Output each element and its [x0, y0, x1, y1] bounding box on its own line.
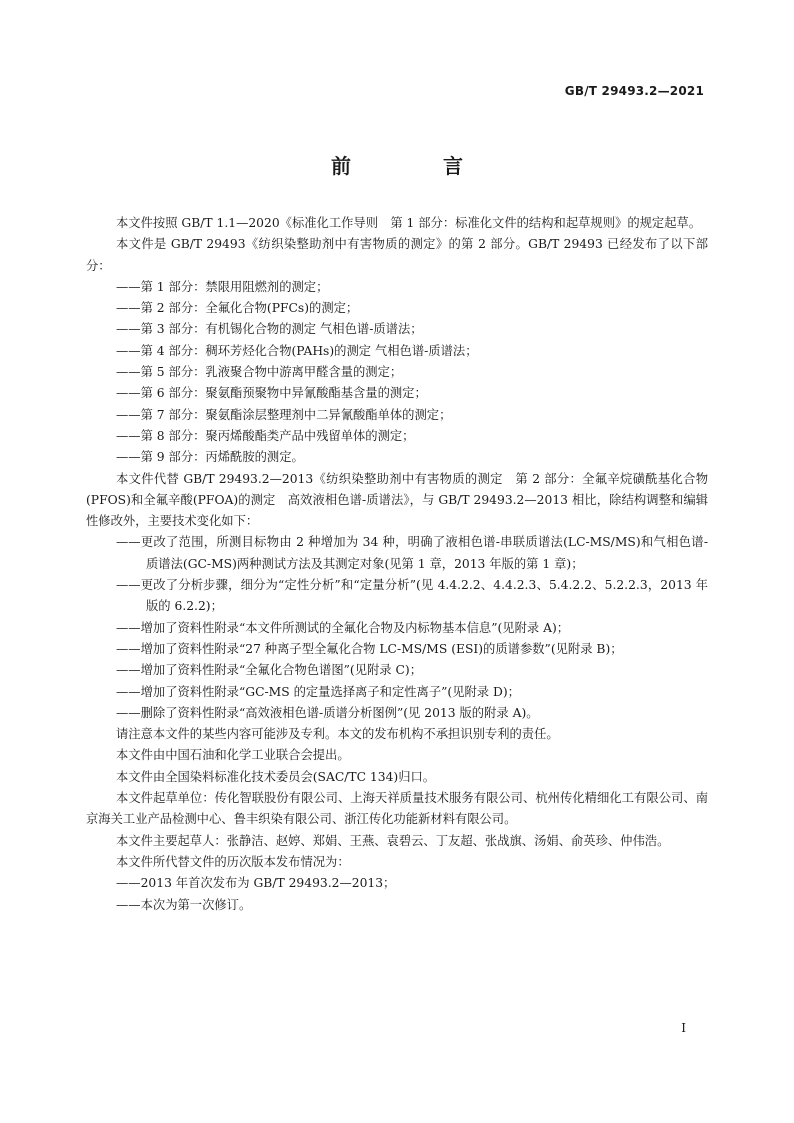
- list-item: ——第 5 部分：乳液聚合物中游离甲醛含量的测定；: [116, 365, 403, 380]
- list-item: ——增加了资料性附录“全氟化合物色谱图”(见附录 C)；: [116, 663, 423, 678]
- list-item: ——增加了资料性附录“本文件所测试的全氟化合物及内标物基本信息”(见附录 A)；: [116, 620, 570, 635]
- paragraph: 本文件由中国石油和化学工业联合会提出。: [116, 748, 350, 763]
- list-item: ——增加了资料性附录“GC-MS 的定量选择离子和定性离子”(见附录 D)；: [116, 684, 520, 699]
- list-item: ——删除了资料性附录“高效液相色谱-质谱分析图例”(见 2013 版的附录 A)。: [116, 705, 539, 720]
- list-item: ——第 7 部分：聚氨酯涂层整理剂中二异氰酸酯单体的测定；: [116, 407, 452, 422]
- paragraph: 本文件代替 GB/T 29493.2—2013《纺织染整助剂中有害物质的测定 第 2 部分：全氟辛烷磺酰基化合物(PFOS)和全氟辛酸(PFOA)的测定 高效液相色谱-质谱法》，与 GB/T 29493.2—2013 相比，除结构调整和编辑性修改外，主要技术变化如下：: [86, 471, 708, 529]
- paragraph: 本文件按照 GB/T 1.1—2020《标准化工作导则 第 1 部分：标准化文件的结构和起草规则》的规定起草。: [116, 216, 702, 230]
- list-item: ——第 3 部分：有机锡化合物的测定 气相色谱-质谱法；: [116, 322, 423, 337]
- standard-code: GB/T 29493.2—2021: [564, 84, 704, 98]
- list-item: ——第 6 部分：聚氨酯预聚物中异氰酸酯基含量的测定；: [116, 386, 427, 401]
- list-item: ——2013 年首次发布为 GB/T 29493.2—2013；: [116, 876, 396, 891]
- paragraph: 本文件主要起草人：张静洁、赵婷、郑娟、王燕、袁碧云、丁友超、张战旗、汤娟、俞英珍、仲伟浩。: [116, 833, 670, 848]
- paragraph: 请注意本文件的某些内容可能涉及专利。本文的发布机构不承担识别专利的责任。: [116, 727, 559, 742]
- preface-body: [86, 213, 708, 916]
- list-item: ——本次为第一次修订。: [116, 897, 252, 912]
- paragraph: 本文件起草单位：传化智联股份有限公司、上海天祥质量技术服务有限公司、杭州传化精细化工有限公司、南京海关工业产品检测中心、鲁丰织染有限公司、浙江传化功能新材料有限公司。: [86, 791, 708, 827]
- list-item: ——更改了范围，所测目标物由 2 种增加为 34 种，明确了液相色谱-串联质谱法(LC-MS/MS)和气相色谱-质谱法(GC-MS)两种测试方法及其测定对象(见第 1 章，2013 年版的第 1 章)；: [116, 535, 708, 571]
- list-item: ——第 8 部分：聚丙烯酸酯类产品中残留单体的测定；: [116, 428, 415, 443]
- list-item: ——第 4 部分：稠环芳烃化合物(PAHs)的测定 气相色谱-质谱法；: [116, 343, 478, 358]
- page-number: I: [681, 1021, 686, 1035]
- paragraph: 本文件是 GB/T 29493《纺织染整助剂中有害物质的测定》的第 2 部分。GB/T 29493 已经发布了以下部分：: [86, 237, 708, 273]
- list-item: ——更改了分析步骤，细分为“定性分析”和“定量分析”(见 4.4.2.2、4.4.2.3、5.4.2.2、5.2.2.3，2013 年版的 6.2.2)；: [116, 578, 708, 614]
- paragraph: 本文件由全国染料标准化技术委员会(SAC/TC 134)归口。: [116, 769, 436, 784]
- list-item: ——第 9 部分：丙烯酰胺的测定。: [116, 450, 304, 465]
- list-item: ——第 2 部分：全氟化合物(PFCs)的测定；: [116, 301, 359, 316]
- paragraph: 本文件所代替文件的历次版本发布情况为：: [116, 854, 350, 869]
- list-item: ——第 1 部分：禁限用阻燃剂的测定；: [116, 279, 329, 294]
- list-item: ——增加了资料性附录“27 种离子型全氟化合物 LC-MS/MS (ESI)的质谱参数”(见附录 B)；: [116, 641, 623, 656]
- section-title: 前 言: [331, 154, 499, 178]
